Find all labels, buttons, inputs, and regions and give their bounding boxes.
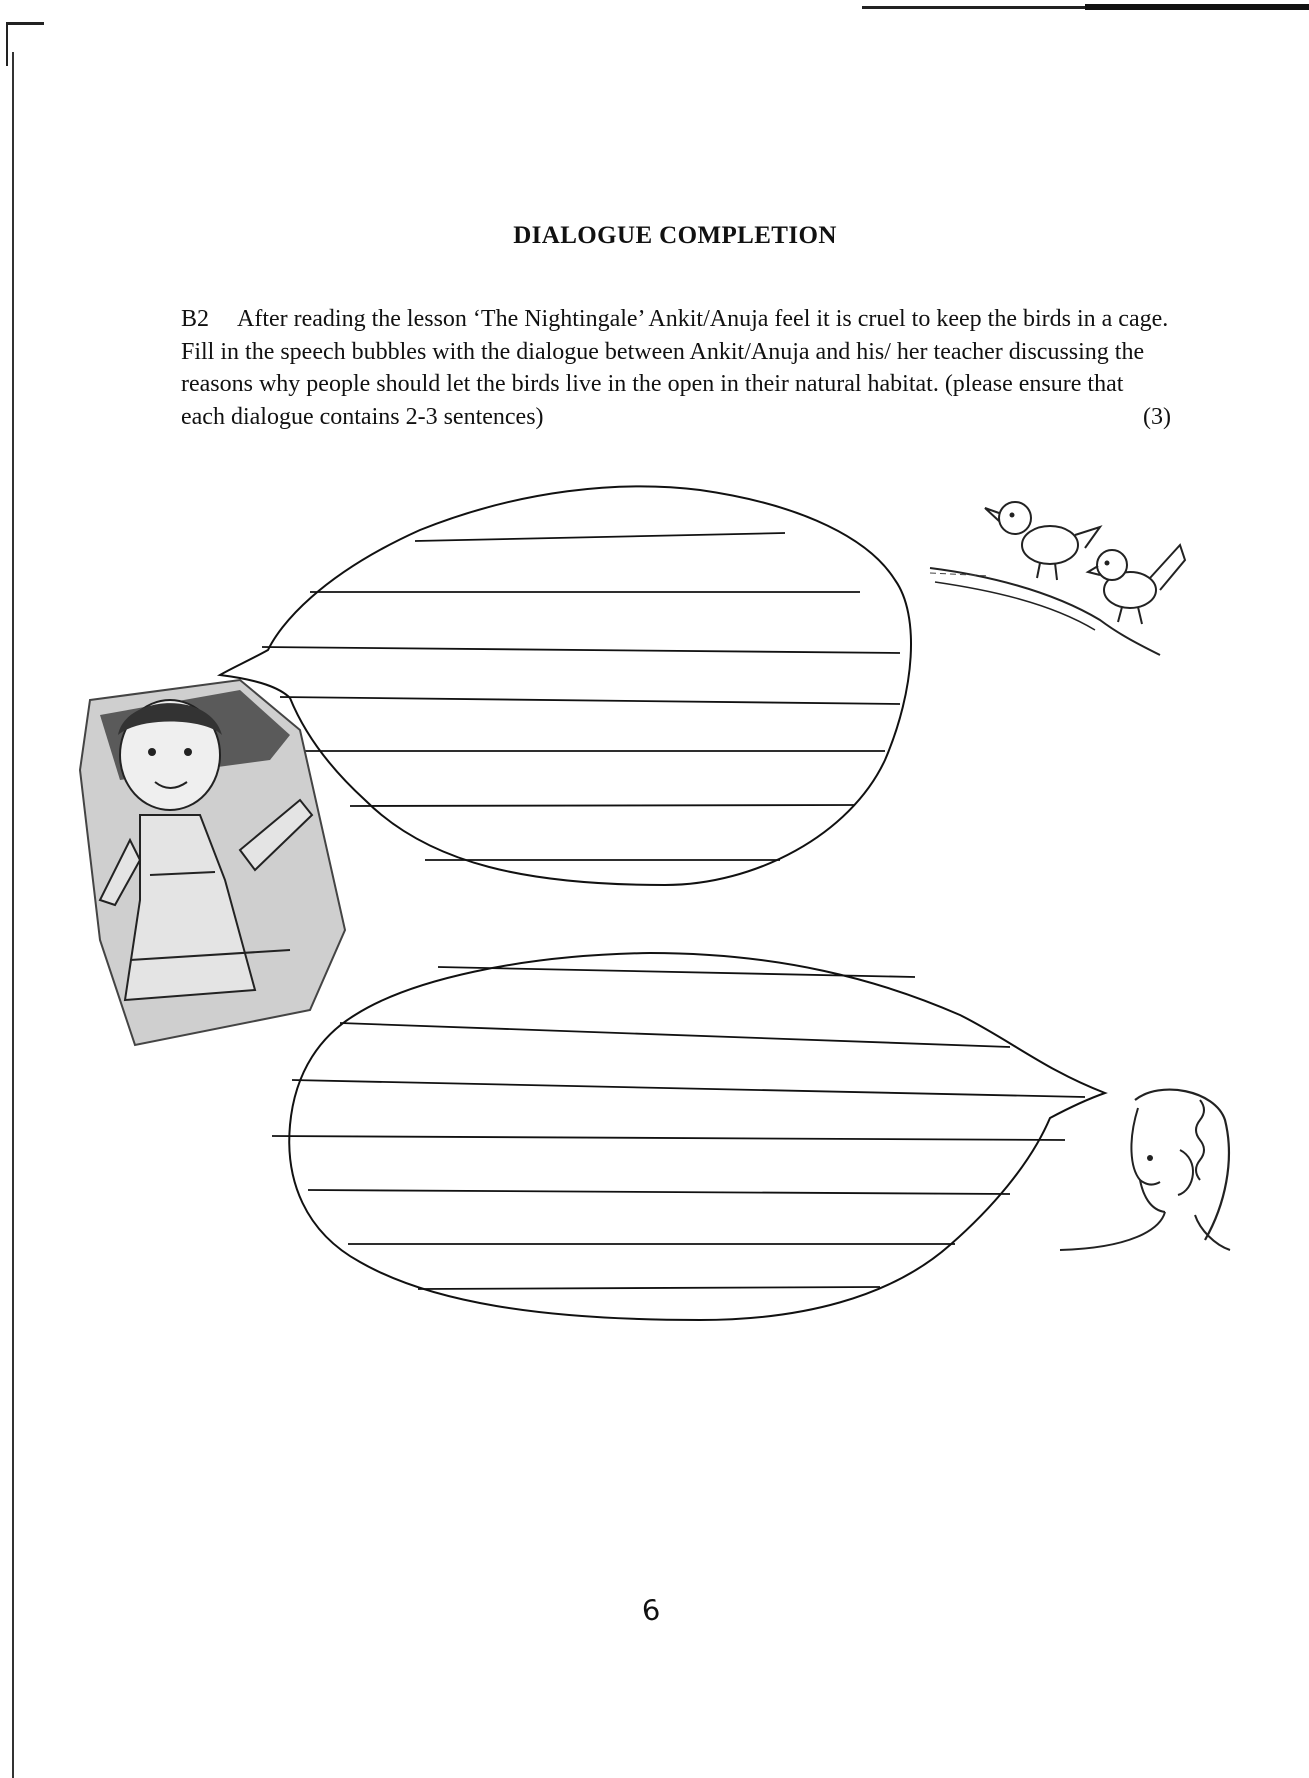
marks-label: (3) (1143, 403, 1171, 430)
writing-line (438, 967, 915, 977)
writing-line (415, 533, 785, 541)
writing-line (292, 1080, 1085, 1097)
writing-line (280, 697, 900, 704)
section-title: DIALOGUE COMPLETION (513, 222, 837, 249)
writing-line (418, 1287, 880, 1289)
question-number: B2 (181, 306, 210, 332)
writing-line (272, 1136, 1065, 1140)
writing-line (340, 1023, 1010, 1047)
page-number: 6 (639, 1592, 663, 1629)
girl-illustration (80, 680, 345, 1045)
writing-line (262, 647, 900, 653)
writing-line (308, 1190, 1010, 1194)
birds-on-branch-illustration (930, 502, 1185, 655)
teacher-speech-bubble (272, 953, 1105, 1320)
student-writing-lines (262, 533, 900, 860)
question-text: After reading the lesson ‘The Nightingale’ Ankit/Anuja feel it is cruel to keep the birds in a cage. Fill in the speech bubbles with the dialogue between Ankit/Anuja and his/ her teacher discussing the reasons why people should let the birds live in the open in their natural habitat. (please ensure that each dialogue contains 2-3 sentences) (181, 306, 1169, 430)
writing-line (350, 805, 855, 806)
teacher-writing-lines (272, 967, 1085, 1289)
teacher-face-illustration (1060, 1090, 1230, 1250)
student-speech-bubble (220, 486, 911, 885)
